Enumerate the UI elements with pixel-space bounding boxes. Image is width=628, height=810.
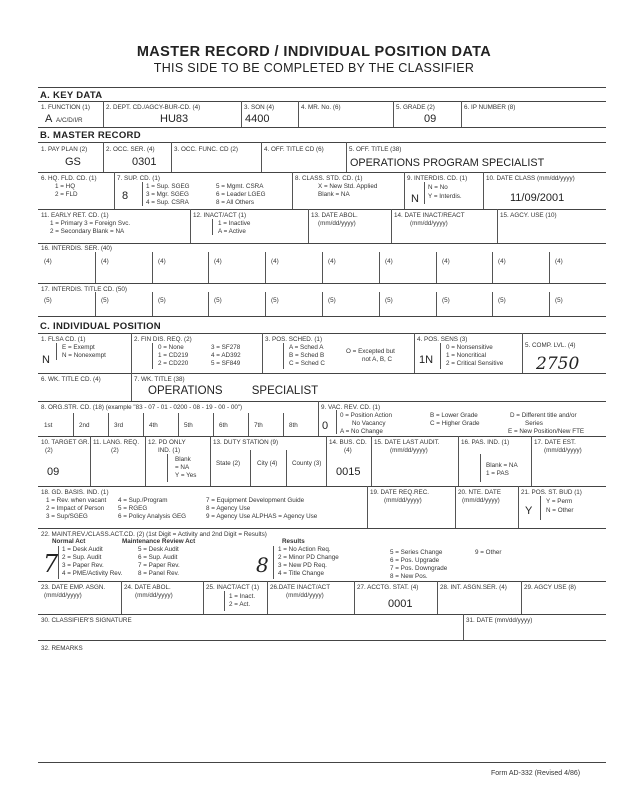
org-str-divider <box>73 413 74 436</box>
interdis-ser-divider <box>492 252 493 283</box>
interdis-ser-cell[interactable]: (4) <box>101 258 109 265</box>
pas-ind-label: 16. PAS. IND. (1) <box>461 439 510 446</box>
early-ret-opt1: 1 = Primary 3 = Foreign Svc. <box>50 220 131 227</box>
date-inact2-format: (mm/dd/yyyy) <box>286 592 324 599</box>
lang-req-sub: (2) <box>111 447 119 454</box>
interdis-ser-divider <box>152 252 153 283</box>
sup-cd-label: 7. SUP. CD. (1) <box>117 175 160 182</box>
wk-title-label: 7. WK. TITLE (38) <box>134 376 185 383</box>
interdis-title-divider <box>492 292 493 316</box>
interdis-title-cell[interactable]: (5) <box>385 297 393 304</box>
maint-m5: 5 = Desk Audit <box>138 546 179 553</box>
son-value[interactable]: 4400 <box>245 113 270 125</box>
maint-o9: 9 = Other <box>475 549 502 556</box>
sup-cd-opt4: 4 = Sup. CSRA <box>146 199 189 206</box>
comp-lvl-label: 5. COMP. LVL. (4) <box>525 342 576 349</box>
interdis-title-cell[interactable]: (5) <box>158 297 166 304</box>
interdis-title-cell[interactable]: (5) <box>44 297 52 304</box>
pd-only-opt2: = NA <box>175 464 190 471</box>
interdis-title-cell[interactable]: (5) <box>214 297 222 304</box>
fin-dis-opt3: 3 = SF278 <box>211 344 241 351</box>
vac-rev-optD: D = Different title and/or <box>510 412 577 419</box>
interdis-ser-divider <box>436 252 437 283</box>
vac-rev-optD2: Series <box>525 420 543 427</box>
gd-basis-label: 18. GD. BASIS. IND. (1) <box>41 489 109 496</box>
flsa-value[interactable]: N <box>42 354 50 366</box>
pas-ind-opt2: 1 = PAS <box>486 470 509 477</box>
acctg-stat-value[interactable]: 0001 <box>388 598 413 610</box>
maint-normal-heading: Normal Act <box>52 538 86 545</box>
date-abol2-label: 24. DATE ABOL. <box>124 584 171 591</box>
wk-title-cd-label: 6. WK. TITLE CD. (4) <box>41 376 101 383</box>
maint-result-value[interactable]: 8 <box>256 553 269 577</box>
grade-value[interactable]: 09 <box>424 113 437 125</box>
date-inact-label: 14. DATE INACT/REACT <box>394 212 465 219</box>
maint-s8: 8 = New Pos. <box>390 573 428 580</box>
date-abol2-format: (mm/dd/yyyy) <box>135 592 173 599</box>
interdis-ser-cell[interactable]: (4) <box>442 258 450 265</box>
remarks-label: 32. REMARKS <box>41 645 83 652</box>
nte-date-label: 20. NTE. DATE <box>458 489 501 496</box>
maint-m6: 6 = Sup. Audit <box>138 554 178 561</box>
page-subtitle: THIS SIDE TO BE COMPLETED BY THE CLASSIFIER <box>153 61 475 75</box>
sup-cd-opt5: 5 = Mgmt. CSRA <box>216 183 264 190</box>
date31-label: 31. DATE (mm/dd/yyyy) <box>466 617 533 624</box>
org-str-cell[interactable]: 7th <box>254 422 263 429</box>
fin-dis-opt4: 4 = AD392 <box>211 352 241 359</box>
vac-rev-optE: E = New Position/New FTE <box>508 428 585 435</box>
lang-req-label: 11. LANG. REQ. <box>93 439 140 446</box>
agcy-use-label: 15. AGCY. USE (10) <box>500 212 557 219</box>
date-class-value[interactable]: 11/09/2001 <box>510 192 565 204</box>
pd-only-opt3: Y = Yes <box>175 472 197 479</box>
maint-s6: 6 = Pos. Upgrade <box>390 557 440 564</box>
sup-cd-opt3: 3 = Mgr. SGEG <box>146 191 189 198</box>
sup-cd-opt8: 8 = All Others <box>216 199 254 206</box>
date-abol-label: 13. DATE ABOL. <box>311 212 358 219</box>
function-value[interactable]: A <box>45 113 53 125</box>
function-label: 1. FUNCTION (1) <box>41 104 90 111</box>
date-abol-format: (mm/dd/yyyy) <box>318 220 356 227</box>
inact-act2-opt1: 1 = Inact. <box>229 593 256 600</box>
org-str-cell[interactable]: 2nd <box>79 422 90 429</box>
fin-dis-opt0: 0 = None <box>158 344 184 351</box>
duty-county: County (3) <box>292 460 322 467</box>
bus-cd-sub: (4) <box>344 447 352 454</box>
occ-ser-value[interactable]: 0301 <box>132 156 157 168</box>
fin-dis-opt5: 5 = SF849 <box>211 360 241 367</box>
interdis-opt2: Y = Interdis. <box>428 193 462 200</box>
pd-only-label: 12. PD ONLY <box>148 439 186 446</box>
maint-s5: 5 = Series Change <box>390 549 443 556</box>
mr-no-label: 4. MR. No. (6) <box>301 104 341 111</box>
maint-r3: 3 = New PD Req. <box>278 562 327 569</box>
date-inact2-label: 26.DATE INACT/ACT <box>270 584 331 591</box>
comp-lvl-value[interactable]: 2750 <box>536 354 580 374</box>
inact-act2-opt2: 2 = Act. <box>229 601 251 608</box>
maint-s7: 7 = Pos. Downgrade <box>390 565 448 572</box>
maint-n1: 1 = Desk Audit <box>62 546 103 553</box>
gd-basis-opt1: 1 = Rev. when vacant <box>46 497 107 504</box>
interdis-ser-cell[interactable]: (4) <box>158 258 166 265</box>
interdis-ser-divider <box>95 252 96 283</box>
pos-sched-c: C = Sched C <box>289 360 325 367</box>
pos-sched-label: 3. POS. SCHED. (1) <box>265 336 323 343</box>
pos-sched-b: B = Sched B <box>289 352 325 359</box>
class-std-label: 8. CLASS. STD. CD. (1) <box>295 175 363 182</box>
section-a-heading: A. KEY DATA <box>40 90 103 101</box>
last-audit-label: 15. DATE LAST AUDIT. <box>374 439 440 446</box>
early-ret-label: 11. EARLY RET. CD. (1) <box>41 212 109 219</box>
maint-rev-label: 22. MAINT.REV./CLASS.ACT.CD. (2) (1st Digit = Activity and 2nd Digit = Results) <box>41 531 267 538</box>
form-number: Form AD-332 (Revised 4/86) <box>491 770 581 777</box>
pay-plan-label: 1. PAY PLAN (2) <box>41 146 88 153</box>
target-gr-label: 10. TARGET GR. <box>41 439 90 446</box>
interdis-title-divider <box>322 292 323 316</box>
pos-sens-value[interactable]: 1N <box>419 354 434 366</box>
last-audit-format: (mm/dd/yyyy) <box>390 447 428 454</box>
date-emp-asgn-label: 23. DATE EMP. ASGN. <box>41 584 106 591</box>
vac-rev-opt0: 0 = Position Action <box>340 412 392 419</box>
nte-date-format: (mm/dd/yyyy) <box>462 497 500 504</box>
interdis-title-divider <box>208 292 209 316</box>
occ-ser-label: 2. OCC. SER. (4) <box>106 146 155 153</box>
interdis-title-divider <box>549 292 550 316</box>
function-codes: A/C/D/I/R <box>56 117 83 124</box>
section-c-heading: C. INDIVIDUAL POSITION <box>40 321 161 332</box>
fin-dis-opt2: 2 = CD220 <box>158 360 189 367</box>
interdis-ser-divider <box>265 252 266 283</box>
page-title: MASTER RECORD / INDIVIDUAL POSITION DATA <box>136 44 492 60</box>
org-str-cell[interactable]: 3rd <box>114 422 124 429</box>
interdis-cd-label: 9. INTERDIS. CD. (1) <box>407 175 468 182</box>
interdis-ser-divider <box>549 252 550 283</box>
interdis-title-divider <box>379 292 380 316</box>
maint-n2: 2 = Sup. Audit <box>62 554 102 561</box>
interdis-ser-cell[interactable]: (4) <box>271 258 279 265</box>
date-est-format: (mm/dd/yyyy) <box>544 447 582 454</box>
org-str-label: 8. ORG.STR. CD. (18) (example "83 - 07 - 01 - 0200 - 08 - 19 - 00 - 00") <box>41 404 243 411</box>
vac-rev-opt0b: No Vacancy <box>352 420 386 427</box>
classifier-signature-label: 30. CLASSIFIER'S SIGNATURE <box>41 617 132 624</box>
vac-rev-optC: C = Higher Grade <box>430 420 480 427</box>
gd-basis-opt9: 9 = Agency Use ALPHAS = Agency Use <box>206 513 318 520</box>
org-str-divider <box>108 413 109 436</box>
maint-activity-value[interactable]: 7 <box>43 550 59 578</box>
org-str-divider <box>143 413 144 436</box>
gd-basis-opt8: 8 = Agency Use <box>206 505 251 512</box>
interdis-ser-cell[interactable]: (4) <box>498 258 506 265</box>
org-str-cell[interactable]: 8th <box>289 422 298 429</box>
org-str-cell[interactable]: 6th <box>219 422 228 429</box>
fin-dis-label: 2. FIN DIS. REQ. (2) <box>134 336 192 343</box>
vac-rev-optB: B = Lower Grade <box>430 412 478 419</box>
interdis-title-cell[interactable]: (5) <box>442 297 450 304</box>
pos-sens-label: 4. POS. SENS (3) <box>417 336 468 343</box>
duty-station-label: 13. DUTY STATION (9) <box>213 439 279 446</box>
duty-city: City (4) <box>257 460 278 467</box>
gd-basis-opt6: 6 = Policy Analysis GEG <box>118 513 187 520</box>
gd-basis-opt7: 7 = Equipment Development Guide <box>206 497 305 504</box>
off-title-label: 5. OFF. TITLE (38) <box>349 146 402 153</box>
sup-cd-opt6: 6 = Leader LGEG <box>216 191 266 198</box>
interdis-ser-cell[interactable]: (4) <box>385 258 393 265</box>
occ-func-label: 3. OCC. FUNC. CD (2) <box>174 146 239 153</box>
org-str-cell[interactable]: 4th <box>149 422 158 429</box>
bus-cd-label: 14. BUS. CD. <box>329 439 367 446</box>
inact-optA: A = Active <box>218 228 246 235</box>
pos-st-bud-value[interactable]: Y <box>525 505 533 517</box>
pay-plan-value[interactable]: GS <box>65 156 81 168</box>
flsa-opt-n: N = Nonexempt <box>62 352 106 359</box>
pos-sched-o: O = Excepted but <box>346 348 395 355</box>
flsa-label: 1. FLSA CD. (1) <box>41 336 86 343</box>
interdis-ser-cell[interactable]: (4) <box>214 258 222 265</box>
pd-only-sub: IND. (1) <box>158 447 181 454</box>
hq-fld-opt2: 2 = FLD <box>55 191 78 198</box>
maint-n4: 4 = PME/Activity Rev. <box>62 570 123 577</box>
interdis-ser-cell[interactable]: (4) <box>328 258 336 265</box>
maint-m8: 8 = Panel Rev. <box>138 570 180 577</box>
agcy-use2-label: 29. AGCY USE (8) <box>524 584 577 591</box>
interdis-title-divider <box>95 292 96 316</box>
int-asgn-ser-label: 28. INT. ASGN.SER. (4) <box>440 584 507 591</box>
interdis-ser-divider <box>322 252 323 283</box>
son-label: 3. SON (4) <box>244 104 275 111</box>
hq-fld-label: 6. HQ. FLD. CD. (1) <box>41 175 97 182</box>
interdis-title-divider <box>436 292 437 316</box>
flsa-opt-e: E = Exempt <box>62 344 95 351</box>
date-est-label: 17. DATE EST. <box>534 439 576 446</box>
off-title-value[interactable]: OPERATIONS PROGRAM SPECIALIST <box>350 157 545 169</box>
maint-r4: 4 = Title Change <box>278 570 325 577</box>
wk-title-value[interactable]: OPERATIONS SPECIALIST <box>148 385 319 397</box>
pos-sens-opt0: 0 = Nonsensitive <box>446 344 493 351</box>
vac-rev-value[interactable]: 0 <box>322 420 329 432</box>
gd-basis-opt2: 2 = Impact of Person <box>46 505 105 512</box>
section-b-heading: B. MASTER RECORD <box>40 130 141 141</box>
early-ret-opt2: 2 = Secondary Blank = NA <box>50 228 125 235</box>
hq-fld-opt1: 1 = HQ <box>55 183 76 190</box>
ip-number-label: 6. IP NUMBER (8) <box>464 104 516 111</box>
pos-sched-a: A = Sched A <box>289 344 324 351</box>
inact-opt1: 1 = Inactive <box>218 220 251 227</box>
dept-code-label: 2. DEPT. CD./AGCY-BUR-CD. (4) <box>106 104 201 111</box>
duty-state: State (2) <box>216 460 241 467</box>
target-gr-sub: (2) <box>45 447 53 454</box>
inact-act-label: 12. INACT/ACT (1) <box>193 212 247 219</box>
maint-r2: 2 = Minor PD Change <box>278 554 339 561</box>
fin-dis-opt1: 1 = CD219 <box>158 352 189 359</box>
interdis-title-divider <box>265 292 266 316</box>
off-title-cd-label: 4. OFF. TITLE CD (6) <box>264 146 324 153</box>
interdis-title-cell[interactable]: (5) <box>555 297 563 304</box>
maint-n3: 3 = Paper Rev. <box>62 562 104 569</box>
org-str-divider <box>283 413 284 436</box>
pos-sens-opt1: 1 = Noncritical <box>446 352 487 359</box>
pos-sched-o2: not A, B, C <box>362 356 393 363</box>
sup-cd-opt1: 1 = Sup. SGEG <box>146 183 190 190</box>
org-str-divider <box>213 413 214 436</box>
target-gr-value[interactable]: 09 <box>47 466 60 478</box>
grade-label: 5. GRADE (2) <box>396 104 435 111</box>
gd-basis-opt5: 5 = RGEG <box>118 505 148 512</box>
class-std-opt1: X = New Std. Applied <box>318 183 378 190</box>
date-class-label: 10. DATE CLASS (mm/dd/yyyy) <box>486 175 575 182</box>
acctg-stat-label: 27. ACCTG. STAT. (4) <box>357 584 419 591</box>
interdis-opt1: N = No <box>428 184 448 191</box>
date-inact-format: (mm/dd/yyyy) <box>410 220 448 227</box>
interdis-title-label: 17. INTERDIS. TITLE CD. (50) <box>41 286 127 293</box>
interdis-ser-divider <box>379 252 380 283</box>
date-emp-asgn-format: (mm/dd/yyyy) <box>44 592 82 599</box>
pos-st-bud-opt-n: N = Other <box>546 507 574 514</box>
org-str-divider <box>248 413 249 436</box>
interdis-title-cell[interactable]: (5) <box>101 297 109 304</box>
maint-review-heading: Maintenance Review Act <box>122 538 196 545</box>
org-str-cell[interactable]: 5th <box>184 422 193 429</box>
interdis-title-divider <box>152 292 153 316</box>
interdis-ser-divider <box>208 252 209 283</box>
interdis-ser-label: 16. INTERDIS. SER. (40) <box>41 245 113 252</box>
pd-only-opt1: Blank <box>175 456 191 463</box>
maint-results-heading: Results <box>282 538 305 545</box>
maint-r1: 1 = No Action Req. <box>278 546 331 553</box>
date-req-format: (mm/dd/yyyy) <box>384 497 422 504</box>
interdis-ser-cell[interactable]: (4) <box>555 258 563 265</box>
gd-basis-opt3: 3 = Sup/SGEG <box>46 513 88 520</box>
pos-sens-opt2: 2 = Critical Sensitive <box>446 360 504 367</box>
vac-rev-label: 9. VAC. REV. CD. (1) <box>321 404 381 411</box>
org-str-divider <box>178 413 179 436</box>
interdis-title-cell[interactable]: (5) <box>498 297 506 304</box>
class-std-opt2: Blank = NA <box>318 191 350 198</box>
pos-st-bud-label: 21. POS. ST. BUD (1) <box>521 489 582 496</box>
gd-basis-opt4: 4 = Sup./Program <box>118 497 168 504</box>
date-req-label: 19. DATE REQ.REC. <box>370 489 430 496</box>
interdis-title-cell[interactable]: (5) <box>328 297 336 304</box>
pos-st-bud-opt-y: Y = Perm <box>546 498 573 505</box>
org-str-cell[interactable]: 1st <box>44 422 53 429</box>
pas-ind-opt1: Blank = NA <box>486 462 518 469</box>
maint-m7: 7 = Paper Rev. <box>138 562 180 569</box>
interdis-ser-cell[interactable]: (4) <box>44 258 52 265</box>
bus-cd-value[interactable]: 0015 <box>336 466 361 478</box>
vac-rev-optA: A = No Change <box>340 428 383 435</box>
dept-code-value[interactable]: HU83 <box>160 113 189 125</box>
interdis-title-cell[interactable]: (5) <box>271 297 279 304</box>
sup-cd-value[interactable]: 8 <box>122 190 129 202</box>
interdis-cd-value[interactable]: N <box>411 193 419 205</box>
inact-act2-label: 25. INACT/ACT (1) <box>206 584 260 591</box>
